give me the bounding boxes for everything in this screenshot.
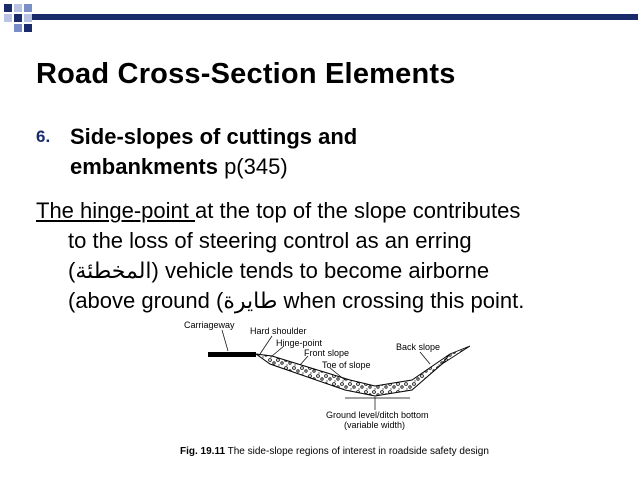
hinge-point-term: The hinge-point <box>36 198 195 223</box>
header-bar-line <box>30 14 638 20</box>
item-number: 6. <box>36 127 51 146</box>
header-square <box>4 4 12 12</box>
header-square <box>24 14 32 22</box>
para-line1: at the top of the slope contributes <box>195 198 521 223</box>
arabic-erring: المخطئة <box>75 258 152 283</box>
label-back-slope: Back slope <box>396 342 441 352</box>
label-carriageway: Carriageway <box>184 320 235 330</box>
label-ground-level: Ground level/ditch bottom <box>326 410 429 420</box>
para-line2: to the loss of steering control as an erring <box>68 228 472 253</box>
para-line3: ) vehicle tends to become airborne <box>151 258 490 283</box>
cross-section-figure <box>180 318 620 468</box>
label-hard-shoulder: Hard shoulder <box>250 326 307 336</box>
slide-title: Road Cross-Section Elements <box>36 58 456 90</box>
back-slope-fill <box>442 346 470 364</box>
label-toe-of-slope: Toe of slope <box>322 360 371 370</box>
label-variable-width: (variable width) <box>344 420 406 430</box>
header-decoration <box>0 0 638 36</box>
figure-caption <box>180 446 489 457</box>
body-paragraph <box>36 196 626 316</box>
caption-text: The side-slope regions of interest in roadside safety design <box>225 446 489 457</box>
header-square <box>14 24 22 32</box>
item-bold-line1: Side-slopes of cuttings and <box>70 124 358 149</box>
item-bold-line2: embankments <box>70 154 218 179</box>
item-text <box>70 122 610 182</box>
header-square <box>24 4 32 12</box>
label-front-slope: Front slope <box>304 348 350 358</box>
header-square <box>14 14 22 22</box>
para-line3-open: ( <box>68 258 76 283</box>
header-square <box>14 4 22 12</box>
label-hinge-point: Hinge-point <box>276 338 323 348</box>
arabic-airborne: طايرة <box>223 288 278 313</box>
item-page-ref: p(345) <box>217 154 288 179</box>
header-square <box>4 14 12 22</box>
header-square <box>24 24 32 32</box>
carriageway-slab <box>208 352 256 357</box>
caption-number: Fig. 19.11 <box>180 446 226 457</box>
para-line4-open: (above ground ( <box>68 288 224 313</box>
para-line4: when crossing this point. <box>277 288 525 313</box>
